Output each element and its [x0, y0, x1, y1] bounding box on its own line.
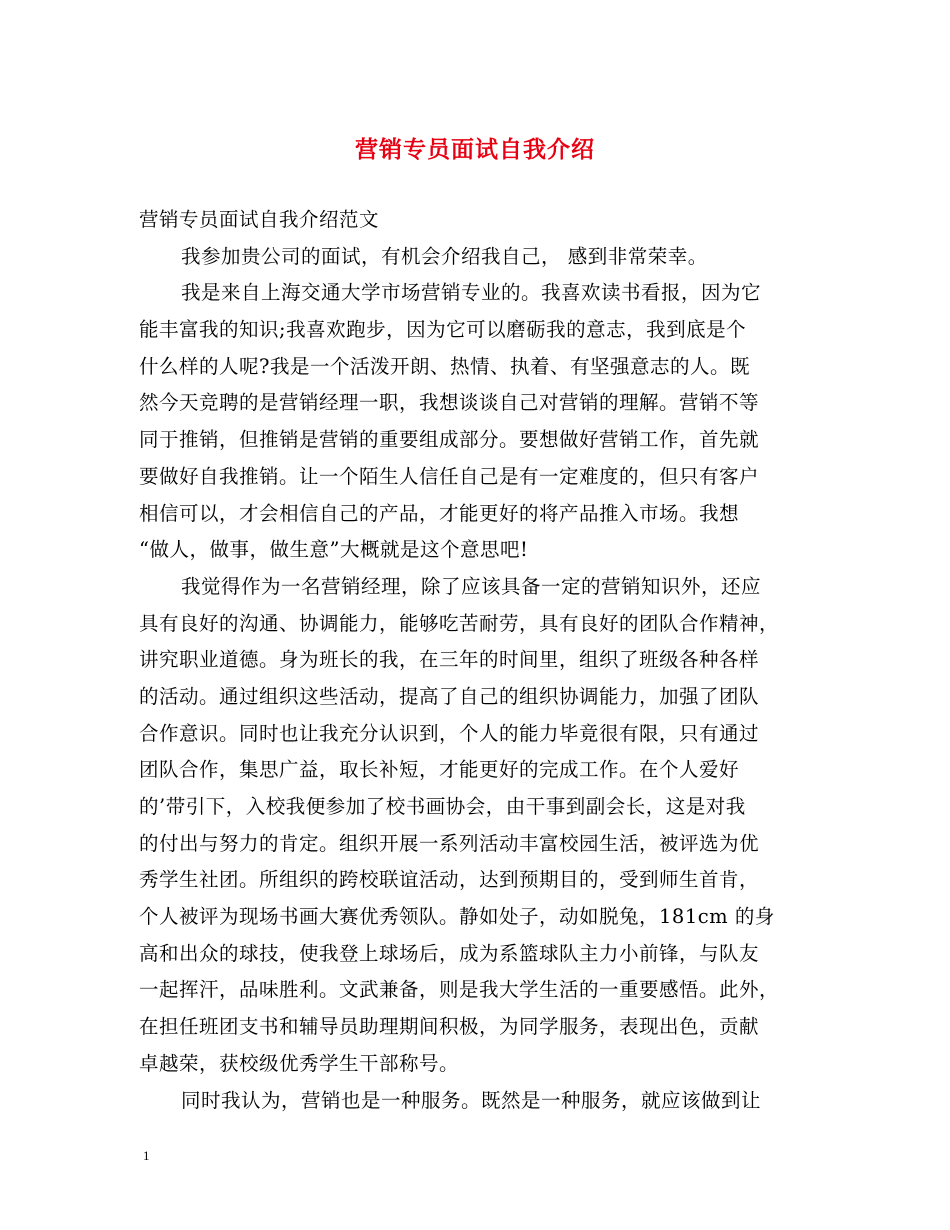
- paragraph-line: 然今天竞聘的是营销经理一职，我想谈谈自己对营销的理解。营销不等: [139, 391, 760, 415]
- paragraph-line: 相信可以，才会相信自己的产品，才能更好的将产品推入市场。我想: [139, 501, 740, 525]
- subtitle-line: 营销专员面试自我介绍范文: [139, 208, 380, 231]
- page-number: 1: [143, 1148, 150, 1163]
- paragraph-line: 我参加贵公司的面试，有机会介绍我自己， 感到非常荣幸。: [181, 244, 708, 268]
- document-title: 营销专员面试自我介绍: [355, 136, 595, 163]
- paragraph-line: 的活动。通过组织这些活动，提高了自己的组织协调能力，加强了团队: [139, 684, 760, 708]
- paragraph-line: “做人，做事，做生意”大概就是这个意思吧!: [139, 538, 529, 562]
- paragraph-line: 一起挥汗，品味胜利。文武兼备，则是我大学生活的一重要感悟。此外，: [139, 978, 780, 1002]
- paragraph-line: 团队合作，集思广益，取长补短，才能更好的完成工作。在个人爱好: [139, 758, 740, 782]
- paragraph-line: 什么样的人呢?我是一个活泼开朗、热情、执着、有坚强意志的人。既: [139, 354, 750, 378]
- paragraph-line: 秀学生社团。所组织的跨校联谊活动，达到预期目的，受到师生首肯，: [139, 868, 760, 892]
- paragraph-line: 能丰富我的知识;我喜欢跑步，因为它可以磨砺我的意志，我到底是个: [139, 318, 747, 342]
- paragraph-line: 的’带引下，入校我便参加了校书画协会，由干事到副会长，这是对我: [139, 795, 746, 818]
- paragraph-line: 同时我认为，营销也是一种服务。既然是一种服务，就应该做到让: [181, 1088, 762, 1112]
- paragraph-line: 同于推销，但推销是营销的重要组成部分。要想做好营销工作，首先就: [139, 428, 760, 452]
- paragraph-line: 个人被评为现场书画大赛优秀领队。静如处子，动如脱兔，181cm 的身: [139, 905, 775, 929]
- paragraph-line: 的付出与努力的肯定。组织开展一系列活动丰富校园生活，被评选为优: [139, 831, 760, 855]
- paragraph-line: 合作意识。同时也让我充分认识到，个人的能力毕竟很有限，只有通过: [139, 721, 760, 745]
- paragraph-line: 要做好自我推销。让一个陌生人信任自己是有一定难度的，但只有客户: [139, 464, 760, 488]
- paragraph-line: 我觉得作为一名营销经理，除了应该具备一定的营销知识外，还应: [181, 574, 762, 598]
- paragraph-line: 我是来自上海交通大学市场营销专业的。我喜欢读书看报，因为它: [181, 281, 762, 305]
- paragraph-line: 讲究职业道德。身为班长的我，在三年的时间里，组织了班级各种各样: [139, 648, 760, 672]
- paragraph-line: 卓越荣，获校级优秀学生干部称号。: [139, 1051, 460, 1075]
- paragraph-line: 具有良好的沟通、协调能力，能够吃苦耐劳，具有良好的团队合作精神，: [139, 611, 780, 635]
- paragraph-line: 在担任班团支书和辅导员助理期间积极，为同学服务，表现出色，贡献: [139, 1015, 760, 1039]
- document-body: [139, 202, 819, 1119]
- paragraph-line: 高和出众的球技，使我登上球场后，成为系篮球队主力小前锋，与队友: [139, 941, 760, 965]
